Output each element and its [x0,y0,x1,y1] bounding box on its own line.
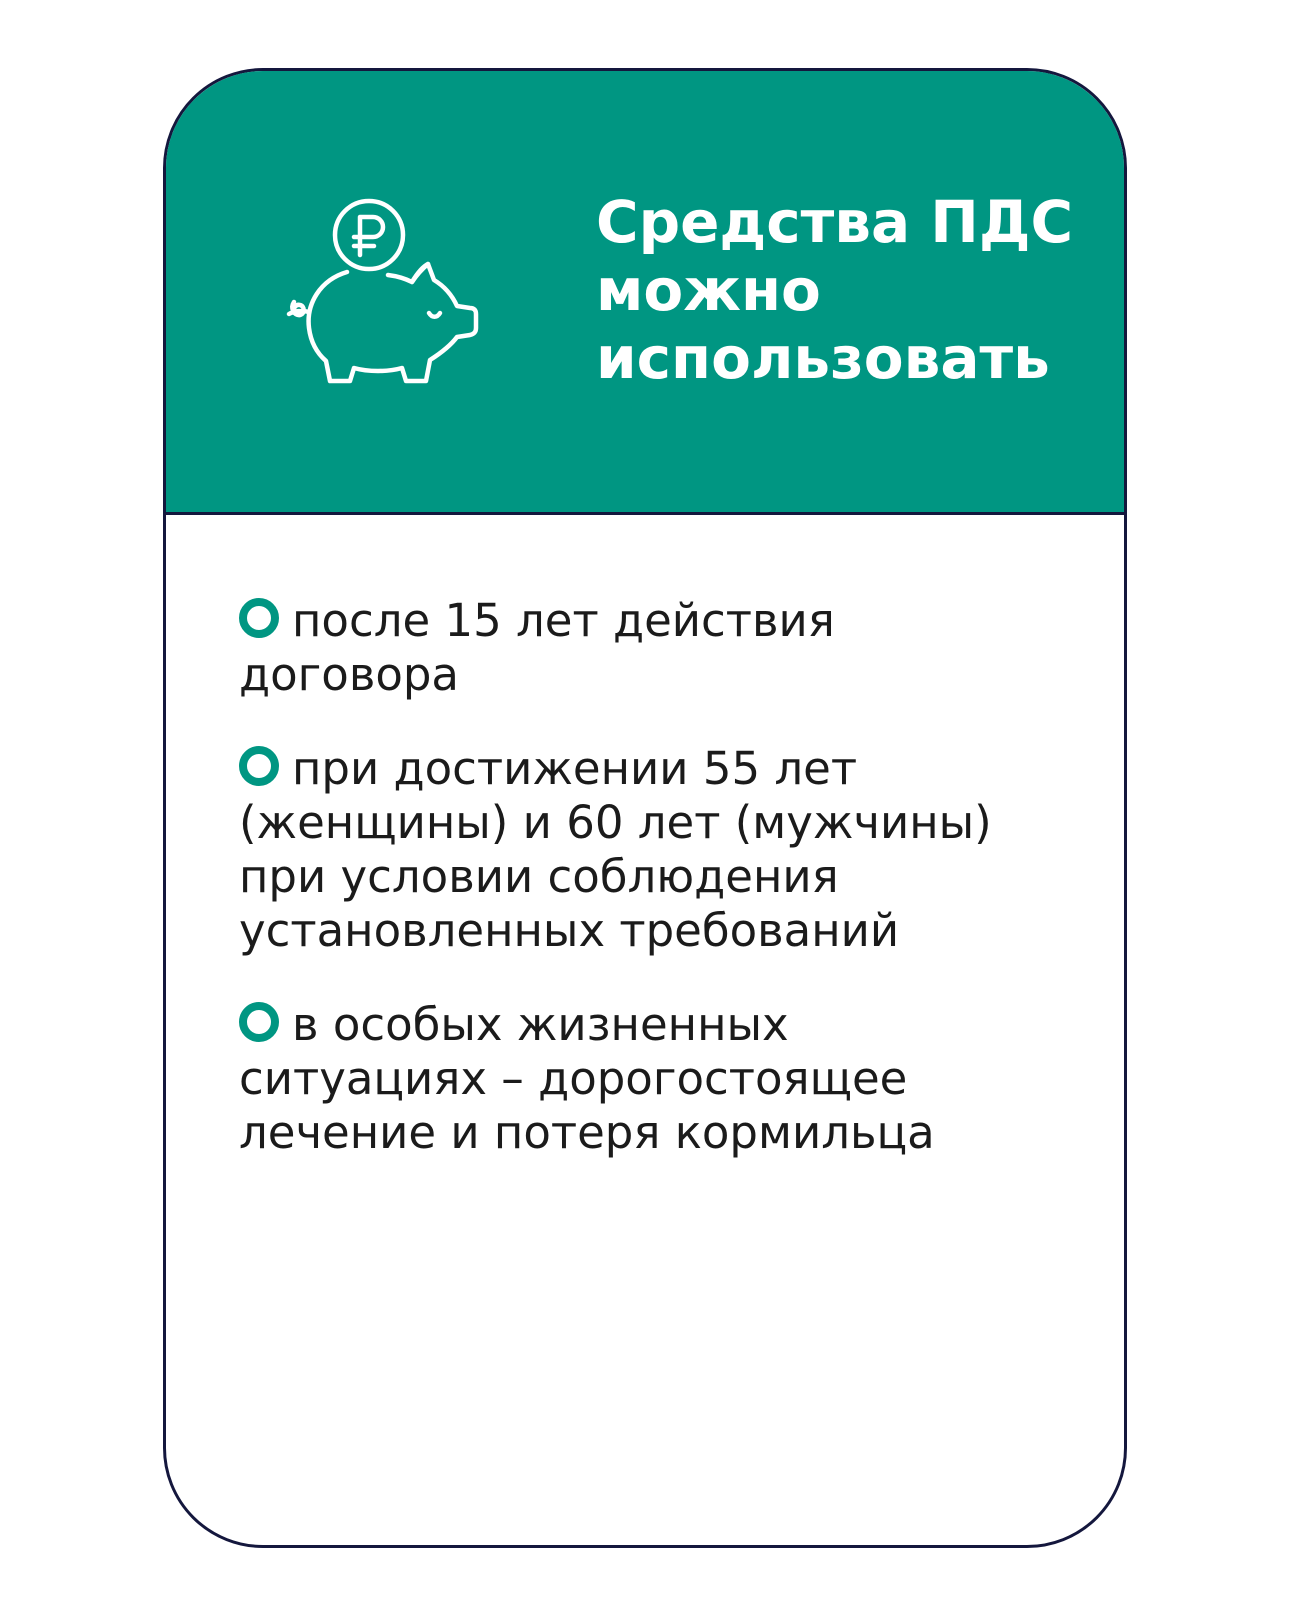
piggy-bank-ruble-icon [284,192,489,392]
circle-bullet-icon [239,598,279,638]
list-item-text: договора [239,648,460,701]
list-item-text: (женщины) и 60 лет (мужчины) [239,796,992,849]
list-item-text: при условии соблюдения [239,850,839,903]
circle-bullet-icon [239,1002,279,1042]
list-item-text: ситуациях – дорогостоящее [239,1052,908,1105]
list-item [239,998,1059,1160]
card-title-line: Средства ПДС [596,188,1074,256]
list-item-text: установленных требований [239,904,900,957]
card-title-line: использовать [596,324,1050,392]
card-title-line: можно [596,256,821,324]
list-item-line [239,594,1059,648]
list-item-line [239,998,1059,1052]
list-item-text: после 15 лет действия [292,594,835,647]
info-card [163,68,1127,1548]
list-item-text: лечение и потеря кормильца [239,1106,935,1159]
card-title [596,188,1096,392]
card-header [166,71,1124,515]
circle-bullet-icon [239,746,279,786]
list-item-text: при достижении 55 лет [292,742,858,795]
list-item-line [239,742,1059,796]
conditions-list [239,594,1059,1200]
list-item [239,742,1059,958]
list-item-text: в особых жизненных [292,998,789,1051]
list-item [239,594,1059,702]
